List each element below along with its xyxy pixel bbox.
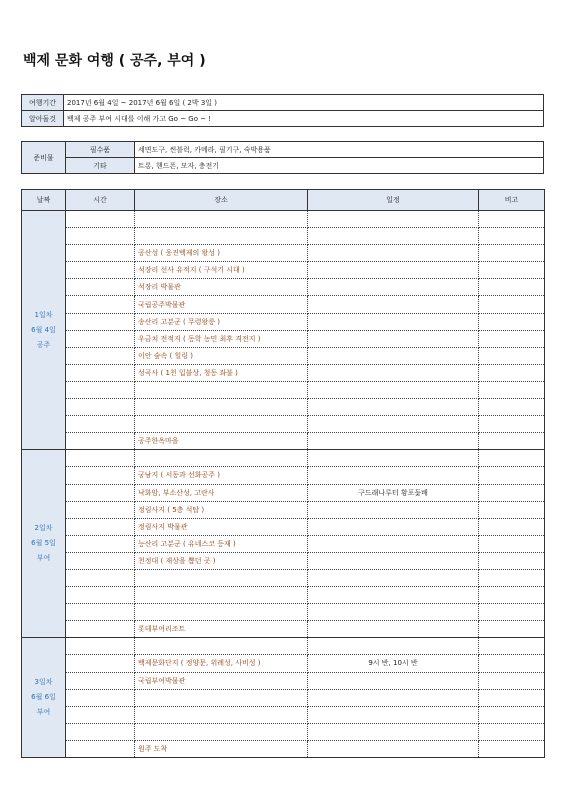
note-cell	[479, 604, 545, 621]
time-cell	[66, 689, 135, 706]
day-label-line: 공주	[36, 340, 51, 349]
schedule-row	[22, 450, 545, 467]
time-cell	[66, 501, 135, 518]
note-cell	[479, 655, 545, 672]
prep-category: 기타	[66, 158, 135, 174]
schedule-row	[22, 535, 545, 552]
time-cell	[66, 552, 135, 569]
prep-row-other	[22, 158, 544, 174]
plan-cell	[308, 501, 479, 518]
schedule-row	[22, 638, 545, 655]
place-cell	[135, 604, 308, 621]
plan-cell	[308, 347, 479, 364]
plan-cell	[308, 433, 479, 450]
place-cell: 천정대 ( 재상을 뽑던 곳 )	[135, 552, 308, 569]
place-cell	[135, 689, 308, 706]
schedule-row	[22, 433, 545, 450]
schedule-row	[22, 672, 545, 689]
note-cell	[479, 723, 545, 740]
schedule-row	[22, 262, 545, 279]
note-cell	[479, 416, 545, 433]
period-label: 여행기간	[22, 95, 64, 111]
time-cell	[66, 655, 135, 672]
place-cell: 우금치 전적지 ( 동학 농민 최후 격전지 )	[135, 330, 308, 347]
place-cell	[135, 569, 308, 586]
plan-cell	[308, 587, 479, 604]
plan-cell	[308, 381, 479, 398]
schedule-row	[22, 211, 545, 228]
place-cell	[135, 211, 308, 228]
time-cell	[66, 723, 135, 740]
schedule-row	[22, 655, 545, 672]
time-cell	[66, 740, 135, 757]
plan-cell	[308, 518, 479, 535]
time-cell	[66, 347, 135, 364]
schedule-body	[22, 211, 545, 758]
day-label-line: 6월 5일	[31, 539, 56, 548]
time-cell	[66, 450, 135, 467]
schedule-row	[22, 569, 545, 586]
place-cell: 석장리 선사 유적지 ( 구석기 시대 )	[135, 262, 308, 279]
place-cell: 백제문화단지 ( 정양문, 위례성, 사비성 )	[135, 655, 308, 672]
plan-cell	[308, 211, 479, 228]
plan-cell	[308, 569, 479, 586]
plan-cell	[308, 689, 479, 706]
time-cell	[66, 279, 135, 296]
prep-items: 트롱, 핸드폰, 모자, 충전기	[135, 158, 544, 174]
note-cell	[479, 518, 545, 535]
day-label-line: 1일차	[34, 310, 53, 319]
place-cell: 국립공주박물관	[135, 296, 308, 313]
time-cell	[66, 399, 135, 416]
place-cell	[135, 416, 308, 433]
note-cell	[479, 740, 545, 757]
note-cell	[479, 552, 545, 569]
note-cell	[479, 450, 545, 467]
time-cell	[66, 364, 135, 381]
plan-cell	[308, 706, 479, 723]
place-cell: 정림사지 박물관	[135, 518, 308, 535]
plan-cell	[308, 228, 479, 245]
note-cell	[479, 313, 545, 330]
plan-cell	[308, 399, 479, 416]
day-label-line: 6월 6일	[31, 693, 56, 702]
note-cell	[479, 689, 545, 706]
note-cell	[479, 347, 545, 364]
day-label	[22, 211, 66, 450]
plan-cell	[308, 450, 479, 467]
place-cell: 정림사지 ( 5층 석탑 )	[135, 501, 308, 518]
plan-cell	[308, 262, 479, 279]
plan-cell	[308, 245, 479, 262]
aim-label: 알아둘것	[22, 111, 64, 127]
schedule-row	[22, 706, 545, 723]
place-cell: 낙화암, 부소산성, 고란사	[135, 484, 308, 501]
schedule-row	[22, 689, 545, 706]
place-cell: 국립부여박물관	[135, 672, 308, 689]
note-cell	[479, 706, 545, 723]
place-cell: 공산성 ( 웅진백제의 왕성 )	[135, 245, 308, 262]
place-cell: 이안 숲속 ( 힐링 )	[135, 347, 308, 364]
place-cell: 공주한옥마을	[135, 433, 308, 450]
day-label-line: 부여	[36, 554, 51, 563]
prep-items: 세면도구, 썬블럭, 카메라, 필기구, 숙박용품	[135, 142, 544, 158]
note-cell	[479, 211, 545, 228]
day-label	[22, 638, 66, 758]
day-label-line: 부여	[36, 708, 51, 717]
prep-category: 필수품	[66, 142, 135, 158]
period-row	[22, 95, 544, 111]
time-cell	[66, 484, 135, 501]
schedule-row	[22, 330, 545, 347]
plan-cell	[308, 535, 479, 552]
note-cell	[479, 381, 545, 398]
header-note: 비고	[479, 190, 545, 211]
schedule-row	[22, 279, 545, 296]
place-cell	[135, 228, 308, 245]
day-label-line: 6월 4일	[31, 325, 56, 334]
note-cell	[479, 364, 545, 381]
time-cell	[66, 228, 135, 245]
page-title: 백제 문화 여행 ( 공주, 부여 )	[23, 53, 206, 69]
plan-cell: 9시 반, 10시 반	[308, 655, 479, 672]
prep-label: 준비물	[22, 142, 66, 174]
time-cell	[66, 604, 135, 621]
schedule-row	[22, 228, 545, 245]
aim-row	[22, 111, 544, 127]
place-cell: 능산리 고분군 ( 유네스코 등재 )	[135, 535, 308, 552]
place-cell	[135, 381, 308, 398]
schedule-row	[22, 381, 545, 398]
note-cell	[479, 501, 545, 518]
place-cell	[135, 723, 308, 740]
schedule-row	[22, 484, 545, 501]
schedule-row	[22, 518, 545, 535]
period-value: 2017년 6월 4일 ~ 2017년 6월 6일 ( 2박 3일 )	[64, 95, 544, 111]
time-cell	[66, 433, 135, 450]
place-cell: 석장리 박물관	[135, 279, 308, 296]
note-cell	[479, 245, 545, 262]
plan-cell	[308, 672, 479, 689]
note-cell	[479, 672, 545, 689]
plan-cell	[308, 330, 479, 347]
place-cell	[135, 587, 308, 604]
place-cell	[135, 706, 308, 723]
schedule-row	[22, 604, 545, 621]
schedule-row	[22, 740, 545, 757]
schedule-row	[22, 621, 545, 638]
note-cell	[479, 296, 545, 313]
day-label-line: 2일차	[34, 524, 53, 533]
note-cell	[479, 228, 545, 245]
time-cell	[66, 211, 135, 228]
time-cell	[66, 416, 135, 433]
time-cell	[66, 518, 135, 535]
schedule-row	[22, 399, 545, 416]
aim-value: 백제 공주 부여 시대를 이해 가고 Go ~ Go ~ !	[64, 111, 544, 127]
place-cell	[135, 450, 308, 467]
note-cell	[479, 587, 545, 604]
schedule-row	[22, 501, 545, 518]
schedule-row	[22, 467, 545, 484]
schedule-table	[21, 189, 545, 758]
plan-cell	[308, 279, 479, 296]
header-time: 시간	[66, 190, 135, 211]
time-cell	[66, 262, 135, 279]
schedule-row	[22, 416, 545, 433]
plan-cell	[308, 416, 479, 433]
note-cell	[479, 569, 545, 586]
place-cell: 롯데부여리조트	[135, 621, 308, 638]
header-place: 장소	[135, 190, 308, 211]
time-cell	[66, 672, 135, 689]
schedule-row	[22, 723, 545, 740]
schedule-row	[22, 364, 545, 381]
preparation-table	[21, 141, 544, 174]
time-cell	[66, 706, 135, 723]
day-label	[22, 450, 66, 638]
plan-cell	[308, 313, 479, 330]
schedule-row	[22, 296, 545, 313]
time-cell	[66, 467, 135, 484]
place-cell: 궁남지 ( 서동과 선화공주 )	[135, 467, 308, 484]
plan-cell	[308, 552, 479, 569]
plan-cell	[308, 638, 479, 655]
note-cell	[479, 330, 545, 347]
plan-cell	[308, 621, 479, 638]
note-cell	[479, 399, 545, 416]
note-cell	[479, 484, 545, 501]
note-cell	[479, 535, 545, 552]
note-cell	[479, 279, 545, 296]
note-cell	[479, 638, 545, 655]
schedule-row	[22, 347, 545, 364]
time-cell	[66, 245, 135, 262]
day-label-line: 3일차	[34, 678, 53, 687]
schedule-row	[22, 552, 545, 569]
note-cell	[479, 262, 545, 279]
trip-info-table	[21, 94, 544, 127]
time-cell	[66, 296, 135, 313]
place-cell	[135, 399, 308, 416]
place-cell: 원주 도착	[135, 740, 308, 757]
prep-row-required	[22, 142, 544, 158]
note-cell	[479, 621, 545, 638]
time-cell	[66, 621, 135, 638]
time-cell	[66, 381, 135, 398]
plan-cell	[308, 604, 479, 621]
plan-cell	[308, 467, 479, 484]
plan-cell: 구드래나루터 황포돛배	[308, 484, 479, 501]
place-cell	[135, 638, 308, 655]
plan-cell	[308, 723, 479, 740]
time-cell	[66, 587, 135, 604]
time-cell	[66, 638, 135, 655]
plan-cell	[308, 740, 479, 757]
note-cell	[479, 433, 545, 450]
plan-cell	[308, 296, 479, 313]
time-cell	[66, 330, 135, 347]
schedule-header-row	[22, 190, 545, 211]
place-cell: 성곡사 ( 1천 입불상, 청동 좌불 )	[135, 364, 308, 381]
place-cell: 송산리 고분군 ( 무령왕릉 )	[135, 313, 308, 330]
time-cell	[66, 569, 135, 586]
time-cell	[66, 535, 135, 552]
schedule-row	[22, 313, 545, 330]
header-date: 날짜	[22, 190, 66, 211]
header-plan: 일정	[308, 190, 479, 211]
plan-cell	[308, 364, 479, 381]
time-cell	[66, 313, 135, 330]
schedule-row	[22, 245, 545, 262]
note-cell	[479, 467, 545, 484]
schedule-row	[22, 587, 545, 604]
